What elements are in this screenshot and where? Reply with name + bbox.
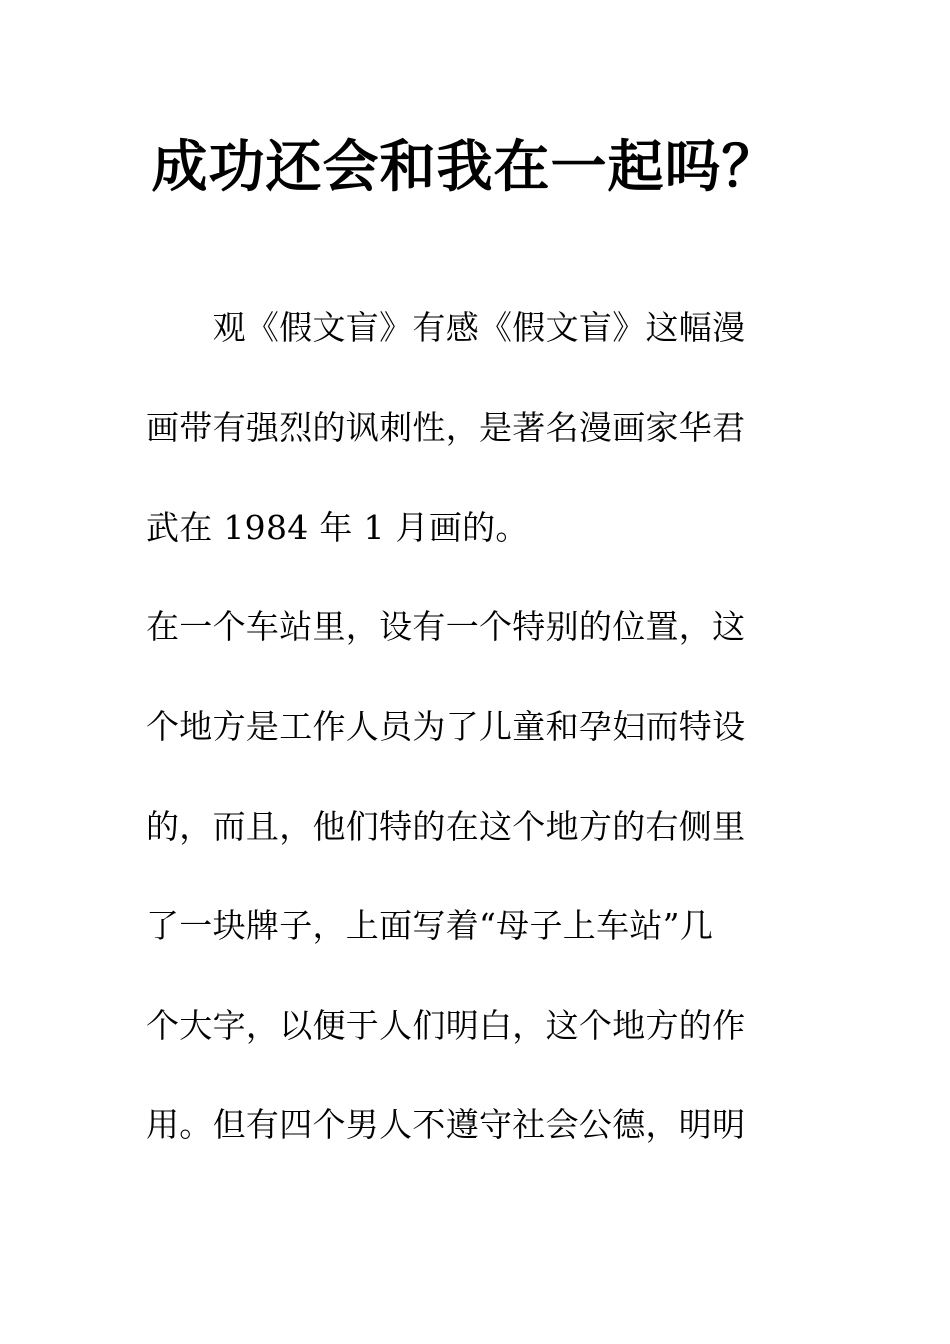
document-title: 成功还会和我在一起吗？	[151, 135, 779, 200]
body-line: 画带有强烈的讽刺性，是著名漫画家华君	[146, 408, 746, 447]
body-line: 个地方是工作人员为了儿童和孕妇而特设	[146, 707, 746, 746]
body-line: 的，而且，他们特的在这个地方的右侧里	[146, 807, 746, 846]
body-line: 用。但有四个男人不遵守社会公德，明明	[146, 1105, 746, 1144]
body-line: 了一块牌子，上面写着“母子上车站”几	[146, 906, 714, 945]
body-line: 个大字，以便于人们明白，这个地方的作	[146, 1006, 746, 1045]
body-line: 在一个车站里，设有一个特别的位置，这	[146, 607, 746, 646]
body-line: 武在 1984 年 1 月画的。	[146, 508, 529, 547]
body-line: 观《假文盲》有感《假文盲》这幅漫	[146, 308, 746, 347]
